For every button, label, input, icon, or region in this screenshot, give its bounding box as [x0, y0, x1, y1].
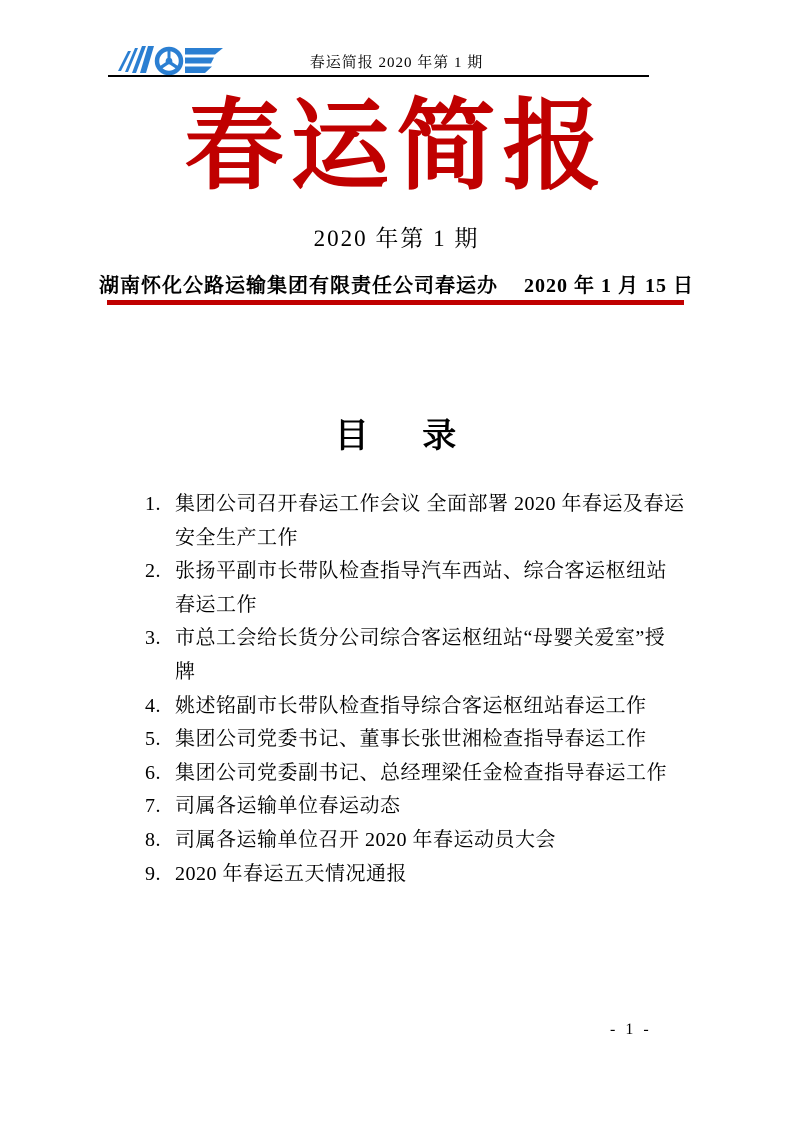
toc-item-number: 3. — [145, 627, 161, 650]
toc-list — [145, 488, 685, 891]
bulletin-title: 春运简报 — [184, 93, 609, 202]
toc-item — [145, 790, 685, 824]
toc-item-number: 9. — [145, 862, 161, 885]
toc-item-number: 1. — [145, 493, 161, 515]
toc-item-text: 集团公司召开春运工作会议 全面部署 2020 年春运及春运安全生产工作 — [175, 493, 685, 549]
header-divider — [108, 75, 649, 77]
toc-item-text: 集团公司党委副书记、总经理梁任金检查指导春运工作 — [175, 761, 667, 784]
issue-number: 2020 年第 1 期 — [313, 226, 480, 251]
toc-item — [145, 824, 685, 858]
toc-item — [145, 757, 685, 791]
running-header-text: 春运简报 2020 年第 1 期 — [309, 55, 484, 71]
toc-item-number: 5. — [145, 728, 161, 751]
toc-item-text: 2020 年春运五天情况通报 — [175, 862, 407, 885]
toc-item-text: 市总工会给长货分公司综合客运枢纽站“母婴关爱室”授牌 — [175, 627, 666, 683]
toc-item-text: 集团公司党委书记、董事长张世湘检查指导春运工作 — [175, 728, 647, 751]
toc-item-number: 4. — [145, 694, 161, 717]
page-number: - 1 - — [610, 1021, 652, 1038]
publisher-line — [0, 269, 793, 298]
toc-item-text: 张扬平副市长带队检查指导汽车西站、综合客运枢纽站春运工作 — [175, 560, 667, 616]
toc-item — [145, 555, 685, 622]
toc-item — [145, 690, 685, 724]
toc-item-number: 7. — [145, 795, 161, 818]
issue-date: 2020 年 1 月 15 日 — [524, 275, 694, 297]
toc-item — [145, 723, 685, 757]
toc-item — [145, 622, 685, 689]
toc-item — [145, 858, 685, 892]
toc-item-number: 8. — [145, 828, 161, 851]
toc-item-text: 司属各运输单位春运动态 — [175, 795, 401, 818]
toc-heading: 目 录 — [334, 417, 459, 455]
toc-item — [145, 488, 685, 555]
publisher-name: 湖南怀化公路运输集团有限责任公司春运办 — [99, 275, 498, 297]
toc-item-number: 6. — [145, 761, 161, 784]
toc-item-text: 司属各运输单位召开 2020 年春运动员大会 — [175, 828, 556, 851]
toc-item-number: 2. — [145, 560, 161, 583]
toc-item-text: 姚述铭副市长带队检查指导综合客运枢纽站春运工作 — [175, 694, 647, 717]
masthead-divider — [107, 300, 684, 305]
